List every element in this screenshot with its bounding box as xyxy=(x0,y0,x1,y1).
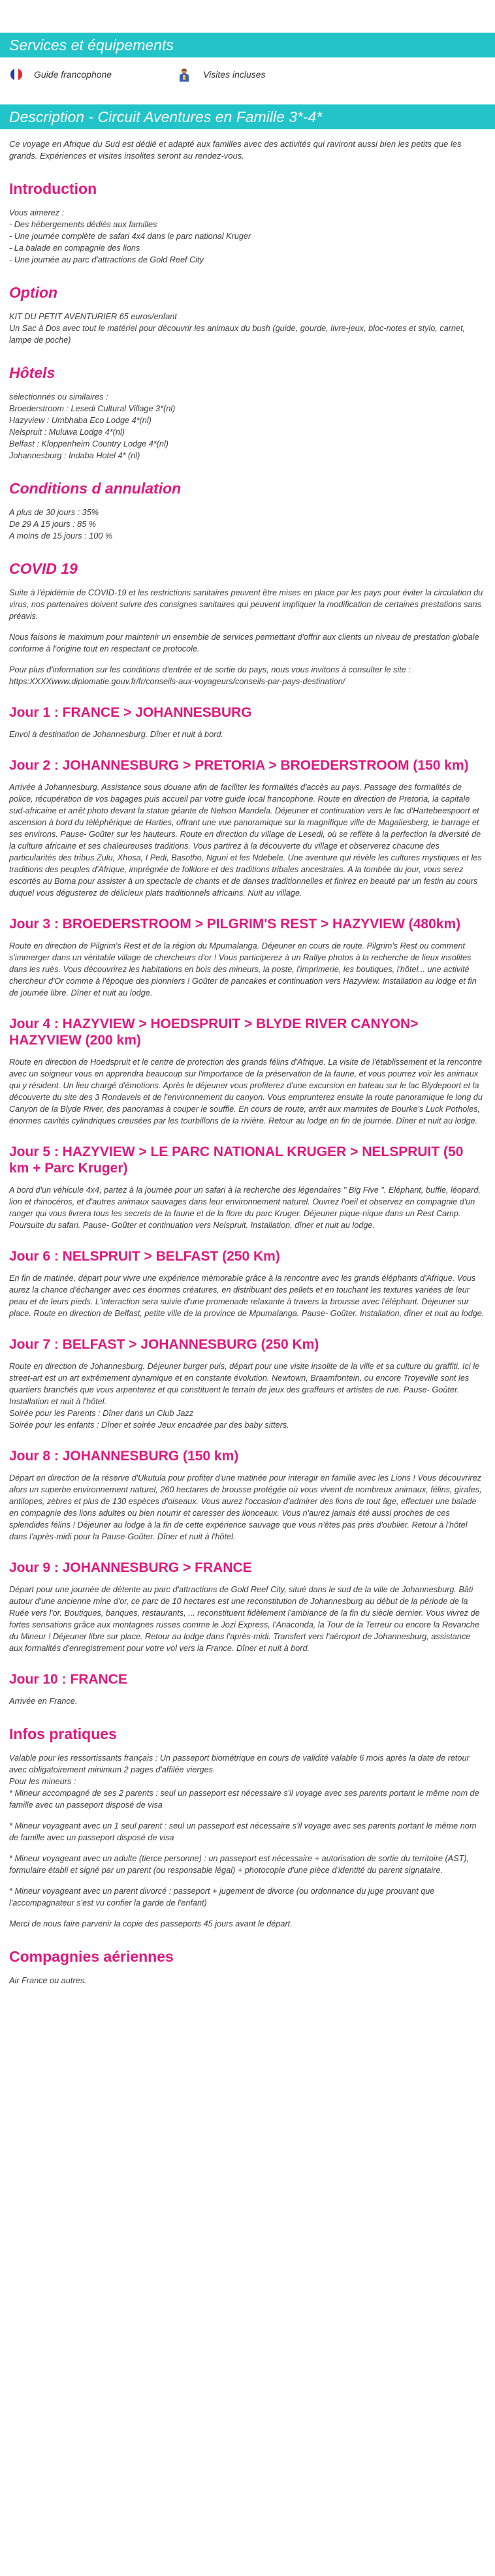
section-text xyxy=(9,311,486,346)
day-5 xyxy=(9,1144,486,1231)
section-title: Infos pratiques xyxy=(9,1725,117,1742)
section xyxy=(9,560,486,687)
text-line: Un Sac à Dos avec tout le matériel pour découvrir les animaux du bush (guide, gourde, livre-jeux, bloc-notes et stylo, carnet, lampe de poche) xyxy=(9,324,466,345)
section-title: Option xyxy=(9,284,58,301)
text-line: - La balade en compagnie des lions xyxy=(9,243,140,253)
service-item-guide xyxy=(10,69,112,80)
text-line: - Une journée complète de safari 4x4 dans le parc national Kruger xyxy=(9,232,251,241)
day-title: Jour 9 : JOHANNESBURG > FRANCE xyxy=(9,1560,252,1575)
paragraph: * Mineur voyageant avec un adulte (tierce personne) : un passeport est nécessaire + autorisation de sortie du territoire (AST), formulaire établi et signé par un parent (ou responsable légal) + photocopie d'une pièce d'identité du parent signataire. xyxy=(9,1854,470,1875)
airlines-section xyxy=(9,1948,486,1987)
service-label: Visites incluses xyxy=(203,69,266,80)
day-9 xyxy=(9,1560,486,1654)
section-title: Hôtels xyxy=(9,364,56,381)
paragraph: Pour plus d'information sur les conditions d'entrée et de sortie du pays, nous vous invitons à consulter le site : https:XXXXwww.diplomatie.gouv.fr/fr/conseils-aux-voyageurs/conseils-par-pays-destination/ xyxy=(9,665,411,686)
text-line: Johannesburg : Indaba Hotel 4* (nl) xyxy=(9,451,140,460)
text-line: Hazyview : Umbhaba Eco Lodge 4*(nl) xyxy=(9,416,152,425)
text-line: De 29 A 15 jours : 85 % xyxy=(9,520,97,529)
day-text: Départ pour une journée de détente au parc d'attractions de Gold Reef City, situé dans le sud de la ville de Johannesburg. Bâti autour d'une ancienne mine d'or, ce parc de 10 hectares est une reconstitution de Johannesburg au début de la période de la Ruée vers l'or. Boutiques, banques, restaurants, ... reconstituent fidèlement l'ambiance de la fin du siècle dernier. Vous vivrez de fortes sensations grâce aux montagnes russes comme le Jozi Express, l'Anaconda, la Tour de la Terreur ou encore la Revanche du Mineur ! Déjeuner libre sur place. Retour au lodge dans l'après-midi. Transfert vers l'aéroport de Johannesburg, assistance aux formalités d'enregistrement pour votre vol vers la France. Dîner et nuit à bord. xyxy=(9,1585,480,1653)
section xyxy=(9,180,486,266)
paragraph: Valable pour les ressortissants français : Un passeport biométrique en cours de validité valable 6 mois après la date de retour avec obligatoirement minimum 2 pages d'affilée vierges. Pour les mineurs : * Mineur accompagné de ses 2 parents : seul un passeport est nécessaire s'il voyage avec ses parents portant le même nom de famille avec un passeport disposé de visa xyxy=(9,1753,479,1810)
section xyxy=(9,480,486,542)
day-6 xyxy=(9,1248,486,1319)
text-line: KIT DU PETIT AVENTURIER 65 euros/enfant xyxy=(9,312,177,321)
section-text xyxy=(9,587,486,687)
day-8 xyxy=(9,1448,486,1543)
day-4 xyxy=(9,1016,486,1127)
day-3 xyxy=(9,916,486,999)
text-line: Nelspruit : Muluwa Lodge 4*(nl) xyxy=(9,428,125,437)
day-10 xyxy=(9,1671,486,1707)
day-title: Jour 7 : BELFAST > JOHANNESBURG (250 Km) xyxy=(9,1337,319,1352)
services-heading: Services et équipements xyxy=(0,33,495,57)
service-item-visits xyxy=(177,67,265,82)
day-1 xyxy=(9,704,486,740)
day-text: Arrivée en France. xyxy=(9,1697,78,1706)
day-text: Envol à destination de Johannesburg. Dîner et nuit à bord. xyxy=(9,730,223,739)
paragraph: Suite à l'épidémie de COVID-19 et les restrictions sanitaires peuvent être mises en place par les pays pour éviter la circulation du virus, nos partenaires doivent suivre des consignes sanitaires qui peuvent impliquer la modification de certaines prestations sans préavis. xyxy=(9,588,483,621)
paragraph: Merci de nous faire parvenir la copie des passeports 45 jours avant le départ. xyxy=(9,1919,293,1928)
day-text: A bord d'un véhicule 4x4, partez à la journée pour un safari à la recherche des légendaires " Big Five ". Eléphant, buffle, léopard, lion et rhinocéros, et d'autres animaux sauvages dans leur environnement naturel. Ouvrez l'oeil et observez en compagnie d'un ranger qui vous livrera tous les secrets de la faune et de la flore du parc Kruger. Déjeuner pique-nique dans un Rest Camp. Poursuite du safari. Pause- Goûter et continuation vers Nelspruit. Installation, dîner et nuit au lodge. xyxy=(9,1186,481,1230)
text-line: A moins de 15 jours : 100 % xyxy=(9,531,113,541)
day-7 xyxy=(9,1336,486,1431)
page xyxy=(0,33,495,1987)
section-title: Introduction xyxy=(9,180,97,197)
day-title: Jour 4 : HAZYVIEW > HOEDSPRUIT > BLYDE RIVER CANYON> HAZYVIEW (200 km) xyxy=(9,1016,419,1048)
text-line: Belfast : Kloppenheim Country Lodge 4*(nl) xyxy=(9,439,169,448)
day-text: Arrivée à Johannesburg. Assistance sous douane afin de faciliter les formalités d'accès au pays. Passage des formalités de police, récupération de vos bagages puis accueil par votre guide local francophone. Route en direction de Pretoria, la capitale sud-africaine et arrêt photo devant la statue géante de Nelson Mandela. Déjeuner et continuation vers le lac d'Hartebeespoort et ascension à bord du téléphérique de Harties, offrant une vue panoramique sur la magnifique ville de Magaliesberg, le barrage et ses environs. Pause- Goûter sur les hauteurs. Route en direction du village de Lesedi, où se reflète à la perfection la diversité de la culture africaine et ses chaleureuses traditions. Vous partirez à la découverte du village et observerez chacune des particularités des tribus Zulu, Xhosa, I Pedi, Basotho, Nguni et les Ndebele. Une aventure qui révèle les cultures mystiques et les traditions des peuples d'Afrique, imprégnée de folklore et des traditions tribales ancestrales. A la tombée du jour, vous serez escortés au Boma pour assister à un spectacle de chants et de danses traditionnelles et finirez en beauté par un festin au cours duquel vous dégusterez de délicieux plats traditionnels africains. Nuit au village. xyxy=(9,783,482,898)
day-title: Jour 1 : FRANCE > JOHANNESBURG xyxy=(9,705,252,720)
day-2 xyxy=(9,757,486,899)
day-text: Route en direction de Johannesburg. Déjeuner burger puis, départ pour une visite insolite de la ville et sa culture du graffiti. Ici le street-art est un art extrêmement dynamique et en constante évolution. Newtown, Braamfontein, ou encore Troyeville sont les quartiers branchés que vous arpenterez et qui constituent le terrain de jeux des graffeurs et artistes de rue. Pause- Goûter. Installation et nuit à l'hôtel. Soirée pour les Parents : Dîner dans un Club Jazz Soirée pour les enfants : Dîner et soirée Jeux encadrée par des baby sitters. xyxy=(9,1362,480,1430)
practical-info xyxy=(9,1725,486,1930)
section-text xyxy=(9,507,486,542)
service-label: Guide francophone xyxy=(34,69,112,80)
section xyxy=(9,364,486,462)
section-text xyxy=(9,207,486,266)
day-text: En fin de matinée, départ pour vivre une expérience mémorable grâce à la rencontre avec les grands éléphants d'Afrique. Vous aurez la chance d'échanger avec ces énormes créatures, en distribuant des pellets et en touchant les textures variées de leur peau et de leurs pieds. L'interaction sera suivie d'une promenade relaxante à travers la brousse avec l'éléphant. Déjeuner sur place. Route en direction de Belfast, petite ville de la province de Mpumalanga. Pause- Goûter. Installation, dîner et nuit au lodge. xyxy=(9,1274,485,1318)
services-list xyxy=(9,57,486,91)
paragraph: * Mineur voyageant avec un 1 seul parent : seul un passeport est nécessaire s'il voyage avec ses parents portant le même nom de famille avec un passeport disposé de visa xyxy=(9,1821,477,1842)
day-title: Jour 10 : FRANCE xyxy=(9,1672,127,1687)
day-title: Jour 5 : HAZYVIEW > LE PARC NATIONAL KRUGER > NELSPRUIT (50 km + Parc Kruger) xyxy=(9,1144,464,1176)
day-text: Route en direction de Hoedspruit et le centre de protection des grands félins d'Afrique. La visite de l'établissement et la rencontre avec un soigneur vous en apprendra beaucoup sur l'importance de la préservation de la faune, et vous pourrez voir les animaux qui y résident. Un lieu chargé d'émotions. Après le déjeuner vous profiterez d'une excursion en bateau sur le lac Blydepoort et la découverte du site des 3 Rondavels et de l'environnement du canyon. Vous emprunterez ensuite la route panoramique le long du Canyon de la Blyde River, des panoramas à couper le souffle. En cours de route, arrêt aux marmites de Bourke's Luck Potholes, énormes cavités cylindriques creusées par les tourbillons de la rivière. Retour au lodge en fin de journée. Dîner et nuit au lodge. xyxy=(9,1058,483,1125)
section-title: COVID 19 xyxy=(9,560,78,577)
day-title: Jour 2 : JOHANNESBURG > PRETORIA > BROEDERSTROOM (150 km) xyxy=(9,758,469,773)
description-heading: Description - Circuit Aventures en Famille 3*-4* xyxy=(0,104,495,129)
text-line: Vous aimerez : xyxy=(9,208,65,217)
section-title: Compagnies aériennes xyxy=(9,1948,174,1965)
itinerary xyxy=(9,704,486,1707)
text-line: A plus de 30 jours : 35% xyxy=(9,508,99,517)
day-title: Jour 3 : BROEDERSTROOM > PILGRIM'S REST > HAZYVIEW (480km) xyxy=(9,917,461,932)
text-line: sélectionnés ou similaires : xyxy=(9,392,108,401)
sections xyxy=(9,180,486,687)
paragraph: Nous faisons le maximum pour maintenir un ensemble de services permettant d'offrir aux clients un niveau de prestation globale conforme à l'origine tout en respectant ce protocole. xyxy=(9,633,479,653)
day-text: Route en direction de Pilgrim's Rest et de la région du Mpumalanga. Déjeuner en cours de route. Pilgrim's Rest ou comment s'immerger dans un véritable village de chercheurs d'or ! Vous participerez à un Rallye photos à la recherche de lieux insolites dans les ruès. Vous découvrirez les habitations en bois des mineurs, la poste, l'imprimerie, les boutiques, l'hôtel... une activité chercheur d'Or comme à l'époque des pionniers ! Goûter de pancakes et continuation vers Hazyview. Installation au lodge et fin de journée libre. Dîner et nuit au lodge. xyxy=(9,941,477,997)
day-text: Départ en direction de la réserve d'Ukutula pour profiter d'une matinée pour interagir en famille avec les Lions ! Vous découvrirez alors un superbe environnement naturel, 260 hectares de brousse protégée où vous vivent de nombreux animaux, félins, girafes, antilopes, zèbres et plus de 130 espèces d'oiseaux. Vous aurez l'occasion d'admirer des lions de tout âge, effectuer une balade en compagnie des lions adultes ou bien nourrir et caresser des lionceaux. Vous n'aurez jamais été aussi proches de ces splendides félins ! Déjeuner au lodge à la fin de cette expérience sauvage que vous n'êtes pas près d'oublier. Retour à l'hôtel dans l'après-midi pour la Pause-Goûter. Dîner et nuit à l'hôtel. xyxy=(9,1473,482,1541)
day-title: Jour 6 : NELSPRUIT > BELFAST (250 Km) xyxy=(9,1249,280,1264)
text-line: - Des hébergements dédiés aux familles xyxy=(9,220,157,229)
section-text xyxy=(9,391,486,462)
text-line: - Une journée au parc d'attractions de Gold Reef City xyxy=(9,255,204,264)
section xyxy=(9,284,486,346)
practical-info-text xyxy=(9,1752,486,1930)
paragraph: * Mineur voyageant avec un parent divorcé : passeport + jugement de divorce (ou ordonnance du juge prouvant que l'accompagnateur s'est vu confier la garde de l'enfant) xyxy=(9,1887,435,1908)
text-line: Broederstroom : Lesedi Cultural Village 3*(nl) xyxy=(9,404,176,413)
description-intro: Ce voyage en Afrique du Sud est dédié et adapté aux familles avec des activités qui raviront aussi bien les petits que les grands. Expériences et visites insolites seront au rendez-vous. xyxy=(9,139,462,161)
day-title: Jour 8 : JOHANNESBURG (150 km) xyxy=(9,1449,239,1464)
guide-person-icon xyxy=(177,67,191,82)
airlines-text: Air France ou autres. xyxy=(9,1976,87,1985)
section-title: Conditions d annulation xyxy=(9,480,182,497)
french-flag-icon xyxy=(10,69,22,80)
